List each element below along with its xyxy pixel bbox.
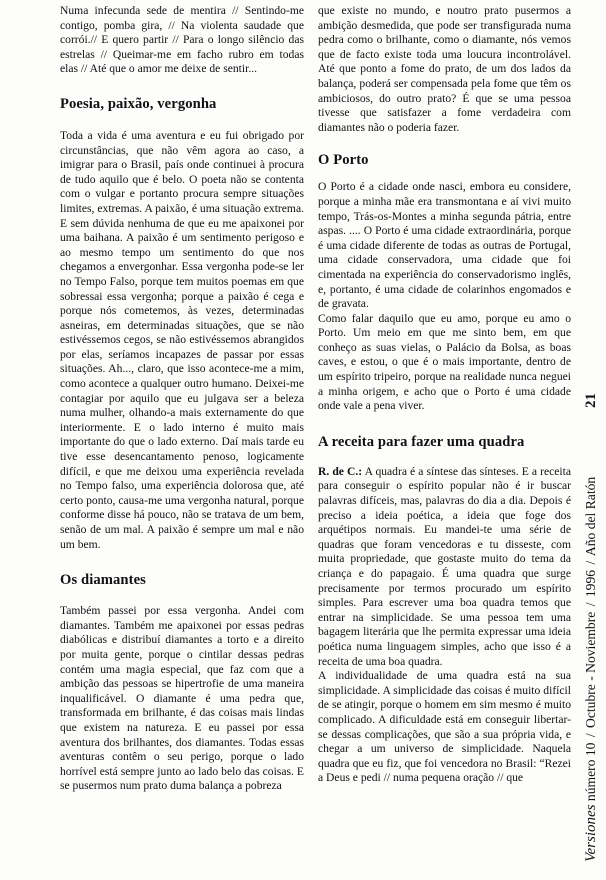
paragraph-diamantes: Também passei por essa vergonha. Andei com diamantes. Também me apaixonei por essas pedras diabólicas e distribuí diamantes a torto e a direito por muita gente, porque o cintilar dessas pedras contém uma magia especial, que faz com que a ambição das pessoas se hipertrofie de uma maneira inqualificável. O diamante é uma pedra que, transformada em brilhante, é das coisas mais lindas que existem na natureza. E eu passei por essa aventura dos brilhantes, dos diamantes. Todas essas aventuras contêm o seu perigo, porque o lado horrível está sempre junto ao lado belo das coisas. E se pusermos num prato duma balança a pobreza	[60, 604, 304, 793]
paragraph-receita-1	[318, 465, 571, 669]
running-footer	[583, 372, 599, 862]
paragraph-receita-2: A individualidade de uma quadra está na sua simplicidade. A simplicidade das coisas é muito difícil de se atingir, porque o homem em sim mesmo é muito complicado. A dificuldade está em conseguir libertar-se dessas complicações, que são a sua própria vida, e chegar a um universo de simplicidade. Naquela quadra que eu fiz, que foi vencedora no Brasil: “Rezei a Deus e pedi // numa pequena oração // que	[318, 669, 571, 785]
publication-name: Versiones	[583, 804, 599, 862]
separator-2: /	[583, 602, 598, 607]
paragraph-poesia: Toda a vida é uma aventura e eu fui obrigado por circunstâncias, que não vêm agora ao caso, a imigrar para o Brasil, país onde continuei à procura de tudo aquilo que é belo. O poeta não se contenta com o vulgar e portanto procura sempre situações limites, extremas. A paixão, é uma situação extrema. E sem dúvida nenhuma de que eu me apaixonei por uma baihana. A paixão é um sentimento perigoso e ao mesmo tempo um sentimento do que nos chegamos a envergonhar. Essa vergonha pode-se ler no Tempo Falso, porque tem muitos poemas em que sobressai essa vergonha; porque a paixão é cega e porque nós cometemos, às vezes, determinadas asneiras, em determinadas situações, que se não estivéssemos cegos, se não estivéssemos abrangidos por elas, seríamos incapazes de passar por essas situações. Ah..., claro, que isso acontece-me a mim, como acontece a qualquer outro humano. Deixei-me contagiar por aquilo que eu julgava ser a beleza numa mulher, olhando-a mais externamente do que interiormente. E o lado interno é muito mais importante do que o lado externo. Daí mais tarde eu tive esse desencantamento penoso, logicamente difícil, e que me deixou uma experiência revelada no Tempo falso, uma experiência dolorosa que, até certo ponto, causa-me uma vergonha natural, porque conforme disse há pouco, não se tratava de um bem, senão de um mal. A paixão é sempre um mal e não um bem.	[60, 128, 304, 551]
paragraph-continuation: que existe no mundo, e noutro prato pusermos a ambição desmedida, que pode ser transfigurada numa pedra como o brilhante, como o diamante, nós vemos que de facto existe toda uma loucura incontrolável. Até que ponto a fome do prato, de um dos lados da balança, poderá ser compensada pela fome que têm os ambiciosos, do outro prato? É que se uma pessoa tivesse que satisfazer a fome verdadeira com diamantes não o poderia fazer.	[318, 4, 571, 134]
heading-receita: A receita para fazer uma quadra	[318, 433, 525, 450]
right-column	[318, 4, 571, 786]
issue-year: 1996	[583, 569, 598, 598]
left-column	[60, 4, 304, 794]
intro-poem: Numa infecunda sede de mentira // Sentindo-me contigo, pomba gira, // Na violenta saudade que corrói.// E quero partir // Para o longo silêncio das estrelas // Queimar-me em facho rubro em todas elas // Até que o amor me deixe de sentir...	[60, 4, 304, 76]
separator-3: /	[583, 560, 598, 565]
issue-date: Octubre - Noviembre	[583, 611, 598, 728]
paragraph-porto-1: O Porto é a cidade onde nasci, embora eu considere, porque a minha mãe era transmontana e aí vivi muito tempo, Trás-os-Montes a minha segunda pátria, entre aspas. .... O Porto é uma cidade extraordinária, porque é uma cidade diferente de todas as outras de Portugal, uma cidade conservadora, uma cidade que foi cimentada na experiência do conservadorismo inglês, e, portanto, é uma cidade de colarinhos engomados e de gravata.	[318, 180, 571, 311]
interviewer-initials: R. de C.:	[318, 464, 363, 478]
issue-number: número 10	[583, 742, 598, 802]
separator-1: /	[583, 733, 598, 738]
page-number: 21	[583, 393, 599, 408]
section-name: Año del Ratón	[583, 476, 598, 557]
paragraph-porto-2: Como falar daquilo que eu amo, porque eu amo o Porto. Um meio em que me sinto bem, em que conheço as suas vielas, o Palácio da Bolsa, as boas caves, e estou, o que é o mais importante, dentro de um espírito tripeiro, porque na realidade nunca neguei a minha origem, e acho que o Porto é uma cidade onde vale a pena viver.	[318, 311, 571, 413]
heading-poesia: Poesia, paixão, vergonha	[60, 95, 217, 112]
heading-porto: O Porto	[318, 152, 369, 169]
receita-text-1: A quadra é a síntese das sínteses. E a receita para conseguir o espírito popular não é ir buscar palavras difíceis, mas, palavras do dia a dia. Depois é preciso a ideia poética, a ideia que foge dos arquétipos normais. Eu mandei-te uma série de quadras que foram vencedoras e tu disseste, com muita propriedade, que gostaste muito do tema da criança e do papagaio. É uma quadra que surge precisamente por termos procurado um espírito simples. Para escrever uma boa quadra temos que entrar na simplicidade. Se uma pessoa tem uma bagagem literária que lhe permita expressar uma ideia poética numa linguagem simples, acho que isso é a receita de uma boa quadra.	[318, 464, 572, 668]
heading-diamantes: Os diamantes	[60, 572, 146, 589]
